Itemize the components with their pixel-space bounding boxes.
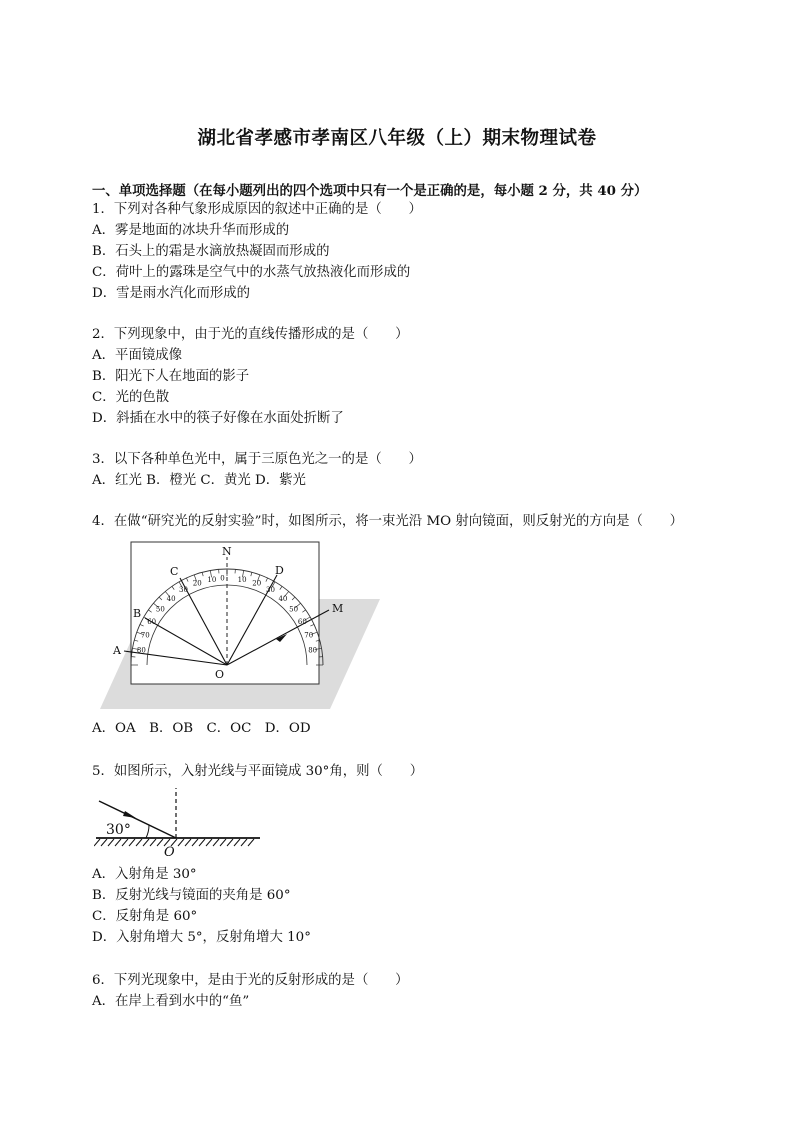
question-5 [92,761,423,782]
option-b: B．石头上的霜是水滴放热凝固而形成的 [92,244,330,259]
scale-label-right: 10 [237,575,247,584]
section-heading: 一、单项选择题（在每小题列出的四个选项中只有一个是正确的是，每小题 2 分，共 40 分） [92,183,648,199]
arrow-head [123,811,136,818]
question-3 [92,449,422,491]
scale-label-left: 30 [179,586,188,595]
option-a: A．入射角是 30° [92,867,197,882]
scale-label-left: 20 [192,579,202,588]
hatch-line [192,839,198,846]
option-c: C．反射角是 60° [92,909,198,924]
reflection-experiment-figure [100,538,390,714]
question-stem: 3．以下各种单色光中，属于三原色光之一的是（ ） [92,452,422,467]
option-b: B．反射光线与镜面的夹角是 60° [92,888,291,903]
scale-label-left: 70 [140,631,150,640]
scale-label-left: 40 [166,594,176,603]
label-b: B [133,607,142,620]
question-stem: 1．下列对各种气象形成原因的叙述中正确的是（ ） [92,202,422,217]
scale-label-left: 80 [136,646,146,655]
scale-label-right: 50 [289,605,299,614]
option-d: D．入射角增大 5°，反射角增大 10° [92,930,311,945]
scale-label-left: 60 [147,618,157,626]
hatch-line [94,839,100,846]
hatch-line [143,839,149,846]
hatch-line [234,839,240,846]
options-line: A．OA B．OB C．OC D．OD [92,721,311,736]
options-line: A．红光 B．橙光 C．黄光 D．紫光 [92,473,306,488]
hatch-line [129,839,135,846]
question-2 [92,324,409,429]
scale-label-right: 30 [266,586,275,595]
point-label: O [164,845,175,860]
hatch-line [136,839,142,846]
scale-label-right: 40 [278,594,288,603]
option-a: A．平面镜成像 [92,348,183,363]
question-4 [92,511,683,532]
angle-label: 30° [106,822,131,838]
question-stem: 2．下列现象中，由于光的直线传播形成的是（ ） [92,327,409,342]
option-c: C．光的色散 [92,390,170,405]
question-1 [92,199,422,304]
label-n: N [222,545,232,558]
question-stem: 5．如图所示，入射光线与平面镜成 30°角，则（ ） [92,764,424,779]
scale-label-right: 80 [308,646,318,655]
hatch-line [220,839,226,846]
hatch-line [227,839,233,846]
mirror-angle-figure [94,786,262,860]
question-stem: 6．下列光现象中，是由于光的反射形成的是（ ） [92,973,409,988]
option-d: D．斜插在水中的筷子好像在水面处折断了 [92,411,344,426]
question-5-options [92,864,311,948]
option-b: B．阳光下人在地面的影子 [92,369,250,384]
question-4-options [92,718,311,739]
scale-label-right: 60 [297,618,307,626]
hatch-line [206,839,212,846]
hatch-line [248,839,254,846]
scale-label-right: 20 [252,579,262,588]
hatch-line [241,839,247,846]
option-c: C．荷叶上的露珠是空气中的水蒸气放热液化而形成的 [92,265,411,280]
option-a: A．在岸上看到水中的“鱼” [92,994,250,1009]
angle-arc [146,825,149,838]
scale-label-left: 0 [220,574,225,583]
label-m: M [332,602,344,615]
label-o: O [215,668,225,681]
hatch-line [157,839,163,846]
label-d: D [275,564,284,577]
label-c: C [170,565,179,578]
option-d: D．雪是雨水汽化而形成的 [92,286,251,301]
hatch-line [115,839,121,846]
label-a: A [113,644,121,657]
hatch-line [213,839,219,846]
hatch-line [122,839,128,846]
page-title: 湖北省孝感市孝南区八年级（上）期末物理试卷 [197,128,597,149]
option-a: A．雾是地面的冰块升华而形成的 [92,223,290,238]
scale-label-right: 70 [304,631,314,640]
scale-label-left: 10 [207,575,217,584]
scale-label-left: 50 [155,605,165,614]
hatch-line [150,839,156,846]
hatch-line [199,839,205,846]
question-stem: 4．在做“研究光的反射实验”时，如图所示，将一束光沿 MO 射向镜面，则反射光的方向是（ ） [92,514,684,529]
hatch-line [185,839,191,846]
question-6 [92,970,409,1012]
hatch-line [101,839,107,846]
hatch-line [108,839,114,846]
hatch-line [178,839,184,846]
